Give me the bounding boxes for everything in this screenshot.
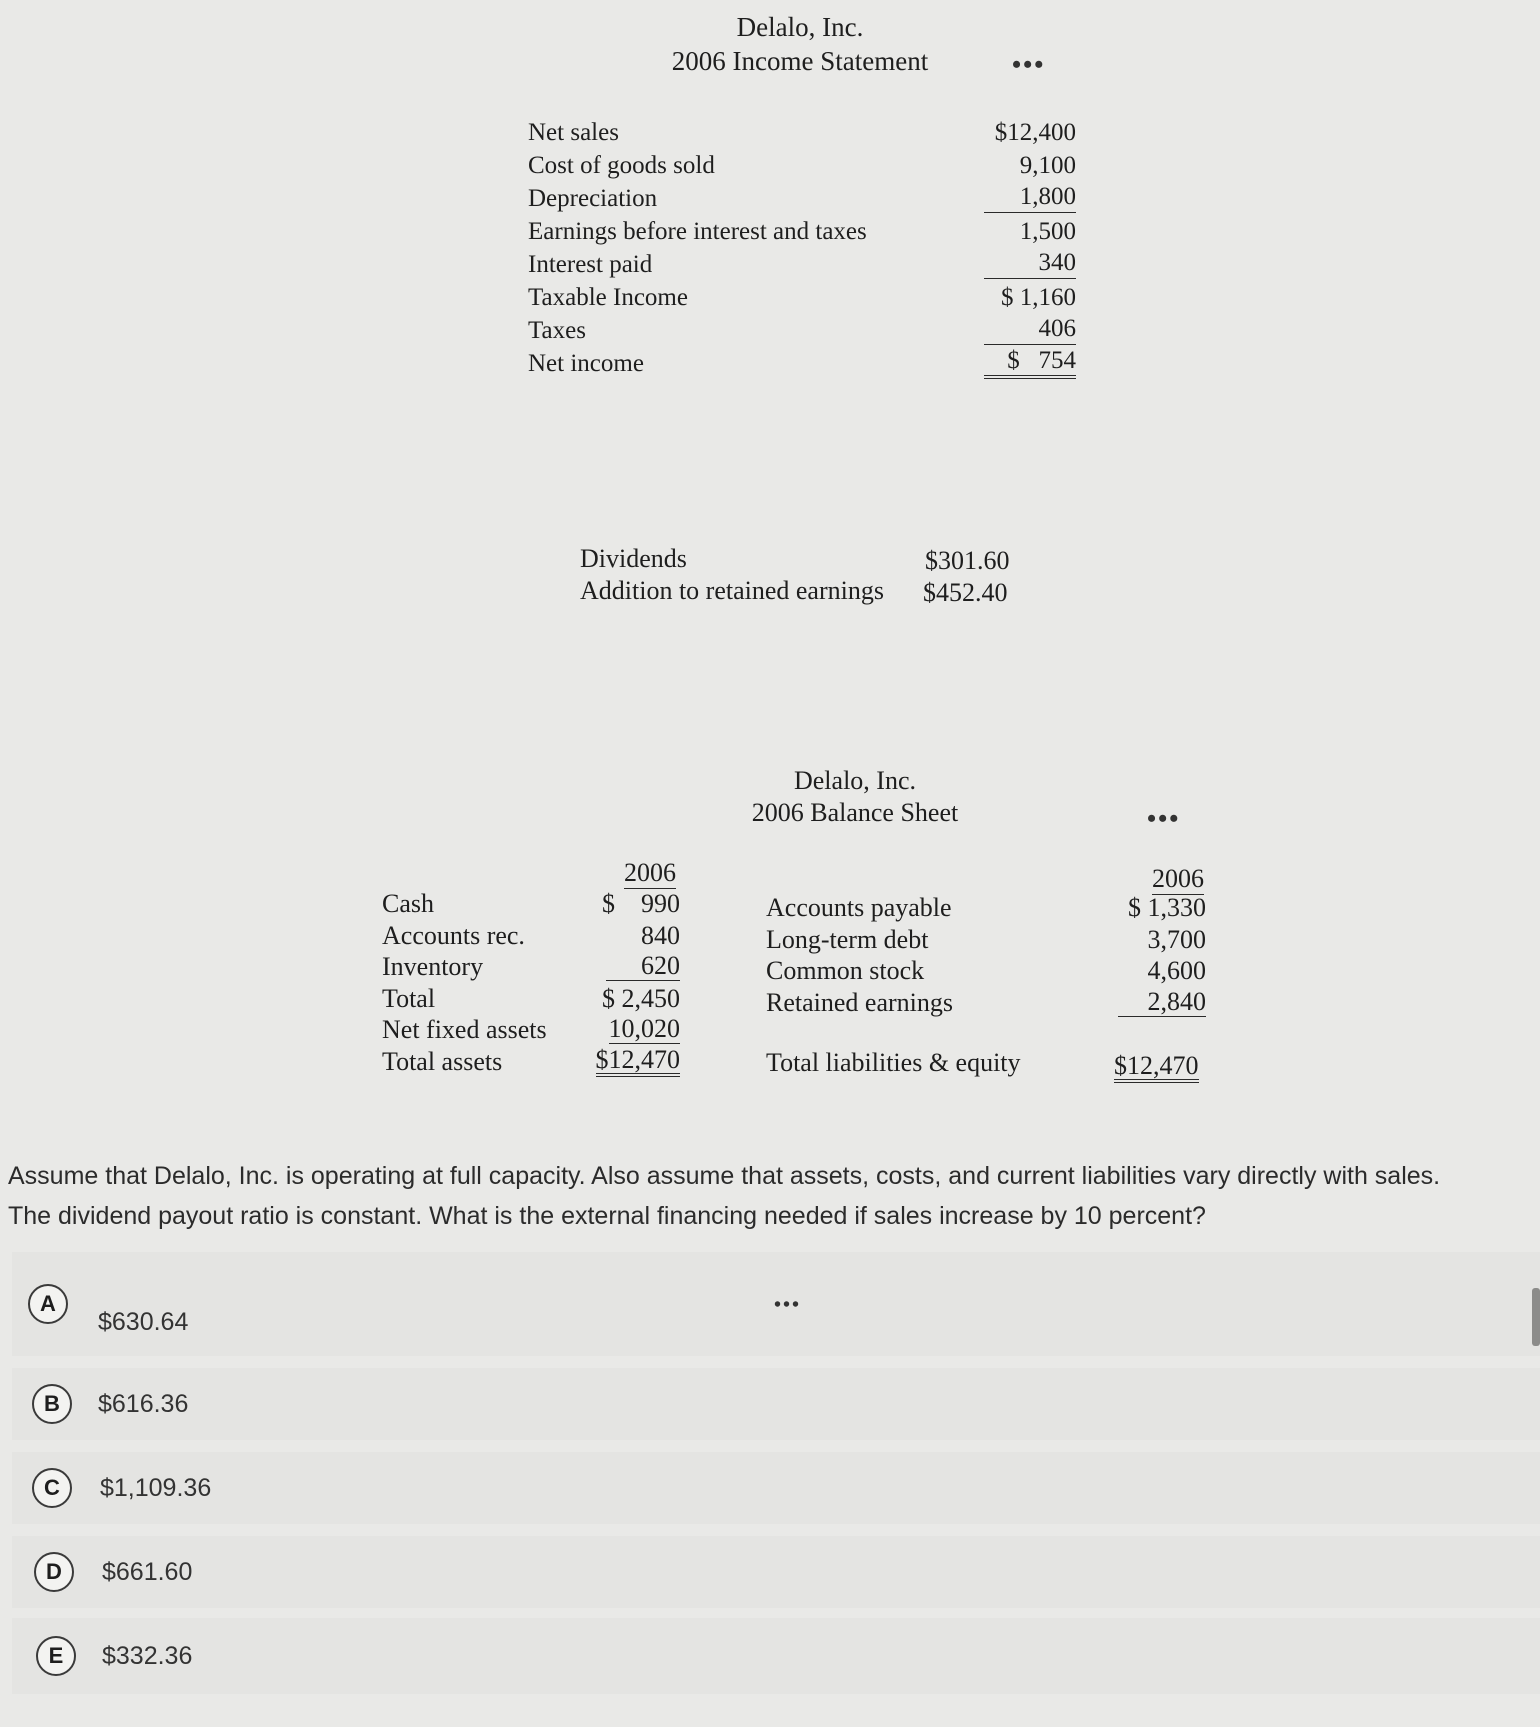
liability-row [766, 955, 1208, 987]
is-row-taxes [528, 314, 1088, 347]
asset-row [382, 983, 682, 1015]
total-liabilities-equity-label: Total liabilities & equity [766, 1048, 1021, 1077]
choice-letter-e: E [36, 1636, 76, 1676]
assets-table [382, 888, 682, 1077]
is-label: Taxes [528, 317, 586, 344]
is-row-taxable-income [528, 281, 1088, 314]
balance-sheet-company: Delalo, Inc. [793, 766, 916, 795]
is-row-interest [528, 248, 1088, 281]
asset-value: 10,020 [608, 1014, 680, 1043]
asset-value: 840 [641, 920, 680, 950]
liability-value: $ 1,330 [1128, 893, 1206, 922]
is-value: 9,100 [1019, 152, 1076, 179]
asset-row [382, 1014, 682, 1046]
balance-sheet-title: 2006 Balance Sheet [751, 798, 959, 827]
income-statement-title: 2006 Income Statement [671, 46, 929, 76]
liabilities-table [766, 892, 1208, 1018]
choice-d[interactable] [12, 1536, 1540, 1608]
dividends-value: $301.60 [925, 546, 1010, 575]
asset-value: 620 [606, 951, 680, 981]
asset-label: Cash [382, 889, 434, 918]
asset-row [382, 1046, 682, 1078]
choice-text-c: $1,109.36 [100, 1474, 212, 1502]
is-label: Net sales [528, 119, 619, 146]
is-row-ebit [528, 215, 1088, 248]
assets-year-header: 2006 [624, 858, 676, 887]
total-liabilities-equity-value: $12,470 [1114, 1052, 1199, 1083]
choice-letter-d: D [34, 1552, 74, 1592]
is-label: Taxable Income [528, 284, 688, 311]
dividends-label: Dividends [580, 544, 687, 573]
choice-c[interactable] [12, 1452, 1540, 1524]
liabilities-year-header: 2006 [1152, 864, 1204, 893]
question-line-1: Assume that Delalo, Inc. is operating at full capacity. Also assume that assets, costs, and current liabilities vary directly with sales. [8, 1162, 1441, 1190]
liability-value: 3,700 [1147, 924, 1206, 954]
liability-row [766, 987, 1208, 1019]
liability-row [766, 924, 1208, 956]
retained-earnings-label: Addition to retained earnings [580, 576, 884, 605]
choice-text-b: $616.36 [98, 1390, 189, 1418]
more-options-icon[interactable]: ••• [774, 1294, 802, 1316]
income-statement-company: Delalo, Inc. [736, 12, 864, 42]
liability-row [766, 892, 1208, 924]
asset-value: $12,470 [596, 1046, 681, 1077]
choice-letter-a: A [28, 1284, 68, 1324]
is-label: Net income [528, 350, 644, 377]
is-value: 1,800 [984, 182, 1076, 213]
liability-label: Common stock [766, 956, 925, 985]
question-line-2: The dividend payout ratio is constant. What is the external financing needed if sales increase by 10 percent? [8, 1202, 1206, 1230]
choice-letter-c: C [32, 1468, 72, 1508]
is-row-depreciation [528, 182, 1088, 215]
is-value: $12,400 [994, 119, 1076, 146]
asset-label: Inventory [382, 952, 484, 981]
asset-value: $ 990 [602, 889, 680, 918]
asset-row [382, 920, 682, 952]
asset-row [382, 888, 682, 920]
liability-label: Accounts payable [766, 893, 952, 922]
asset-label: Net fixed assets [382, 1015, 547, 1044]
is-label: Earnings before interest and taxes [528, 218, 867, 245]
asset-label: Total assets [382, 1046, 503, 1076]
is-value: 340 [984, 248, 1076, 279]
choice-text-d: $661.60 [102, 1558, 193, 1586]
is-row-net-sales [528, 116, 1088, 149]
is-value: 406 [984, 314, 1076, 345]
asset-row [382, 951, 682, 983]
is-value: $ 754 [984, 347, 1076, 379]
asset-label: Total [382, 983, 436, 1013]
liability-value: 4,600 [1147, 956, 1206, 985]
choice-letter-b: B [32, 1384, 72, 1424]
income-statement-table [528, 116, 1088, 380]
asset-label: Accounts rec. [382, 920, 525, 950]
is-row-net-income [528, 347, 1088, 380]
asset-value: $ 2,450 [602, 983, 680, 1013]
liability-label: Long-term debt [766, 924, 929, 954]
choice-text-e: $332.36 [102, 1642, 193, 1670]
more-options-icon[interactable]: ••• [1012, 50, 1046, 79]
is-label: Interest paid [528, 251, 653, 278]
liability-value: 2,840 [1118, 987, 1206, 1017]
choice-text-a: $630.64 [98, 1308, 189, 1336]
more-options-icon[interactable]: ••• [1147, 804, 1181, 833]
is-value: 1,500 [1019, 218, 1076, 245]
choice-a[interactable] [12, 1252, 1540, 1356]
is-row-cogs [528, 149, 1088, 182]
is-value: $ 1,160 [1001, 284, 1076, 311]
choice-e[interactable] [12, 1618, 1540, 1694]
scrollbar-thumb[interactable] [1532, 1288, 1540, 1346]
is-label: Cost of goods sold [528, 152, 715, 179]
question-text [8, 1156, 1538, 1236]
is-label: Depreciation [528, 185, 658, 212]
retained-earnings-value: $452.40 [923, 578, 1008, 607]
liability-label: Retained earnings [766, 987, 953, 1017]
choice-b[interactable] [12, 1368, 1540, 1440]
